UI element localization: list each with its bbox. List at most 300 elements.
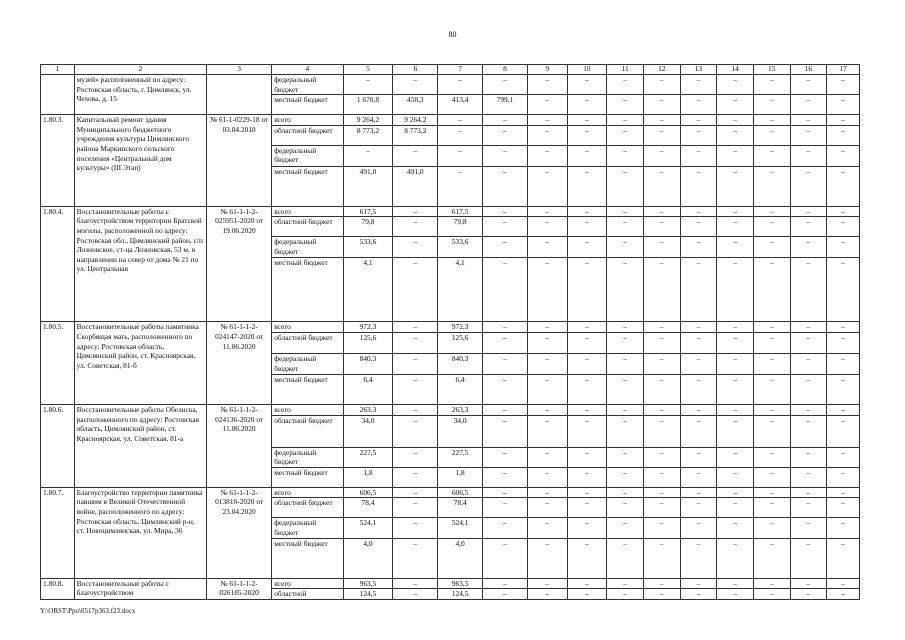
value-cell: – xyxy=(393,258,438,322)
value-cell: 1 670,8 xyxy=(343,95,393,115)
value-cell: – xyxy=(607,258,644,322)
value-cell: – xyxy=(643,115,680,126)
value-cell: – xyxy=(717,115,754,126)
value-cell: – xyxy=(717,353,754,374)
value-cell: – xyxy=(393,404,438,415)
value-cell: – xyxy=(753,415,790,447)
value-cell: – xyxy=(527,538,567,578)
value-cell: – xyxy=(790,206,827,217)
column-header: 1 xyxy=(41,65,75,75)
value-cell: 78,4 xyxy=(438,498,483,518)
value-cell: – xyxy=(643,487,680,498)
object-name-cell: музей» расположенный по адресу: Ростовская область, г. Цимлянск, ул. Чехова, д. 15 xyxy=(74,75,206,115)
funding-source-cell: областной бюджет xyxy=(272,498,343,518)
document-cell: № 61-1-1-2-025951-2020 от 19.06.2020 xyxy=(207,206,272,322)
value-cell: – xyxy=(753,145,790,166)
value-cell: – xyxy=(680,498,717,518)
value-cell: – xyxy=(483,447,528,467)
value-cell: – xyxy=(753,447,790,467)
value-cell: – xyxy=(680,447,717,467)
value-cell: 1,8 xyxy=(343,467,393,487)
value-cell: – xyxy=(680,467,717,487)
value-cell: 8 773,2 xyxy=(393,125,438,145)
value-cell: – xyxy=(607,589,644,600)
value-cell: 4,1 xyxy=(438,258,483,322)
value-cell: – xyxy=(790,518,827,538)
funding-source-cell: всего xyxy=(272,206,343,217)
value-cell: – xyxy=(643,145,680,166)
value-cell: 4,0 xyxy=(343,538,393,578)
value-cell: – xyxy=(753,322,790,333)
value-cell: – xyxy=(827,322,860,333)
value-cell: – xyxy=(607,166,644,206)
value-cell: – xyxy=(527,237,567,258)
value-cell: – xyxy=(567,206,607,217)
value-cell: – xyxy=(827,145,860,166)
value-cell: – xyxy=(680,374,717,404)
value-cell: 840,3 xyxy=(343,353,393,374)
object-name-cell: Капитальный ремонт здания Муниципального бюджетного учреждения культуры Цимлянского района Маркинского сельского поселения «Центральный дом культуры» (III Этап) xyxy=(74,115,206,207)
value-cell: – xyxy=(753,166,790,206)
value-cell: – xyxy=(483,487,528,498)
value-cell: 458,3 xyxy=(393,95,438,115)
value-cell: – xyxy=(527,206,567,217)
value-cell: – xyxy=(827,415,860,447)
value-cell: 124,5 xyxy=(343,589,393,600)
value-cell: – xyxy=(827,404,860,415)
value-cell: – xyxy=(680,75,717,95)
value-cell: – xyxy=(827,237,860,258)
code-cell: 1.80.6. xyxy=(41,404,75,487)
value-cell: – xyxy=(567,415,607,447)
value-cell: – xyxy=(753,404,790,415)
value-cell: – xyxy=(527,518,567,538)
value-cell: – xyxy=(827,206,860,217)
value-cell: – xyxy=(527,589,567,600)
value-cell: – xyxy=(717,322,754,333)
value-cell: – xyxy=(753,125,790,145)
value-cell: – xyxy=(438,125,483,145)
value-cell: – xyxy=(527,166,567,206)
value-cell: – xyxy=(567,145,607,166)
value-cell: – xyxy=(643,75,680,95)
value-cell: – xyxy=(483,332,528,353)
value-cell: – xyxy=(567,447,607,467)
value-cell: – xyxy=(607,237,644,258)
value-cell: – xyxy=(827,125,860,145)
value-cell: – xyxy=(483,467,528,487)
document-cell: № 61-1-1-2-013810-2020 от 23.04.2020 xyxy=(207,487,272,578)
value-cell: 617,5 xyxy=(438,206,483,217)
value-cell: – xyxy=(827,95,860,115)
table-row xyxy=(41,75,860,95)
value-cell: – xyxy=(393,75,438,95)
value-cell: – xyxy=(680,166,717,206)
value-cell: – xyxy=(393,145,438,166)
value-cell: – xyxy=(790,322,827,333)
value-cell: – xyxy=(643,322,680,333)
value-cell: – xyxy=(680,487,717,498)
value-cell: – xyxy=(790,374,827,404)
value-cell: – xyxy=(680,125,717,145)
value-cell: – xyxy=(753,467,790,487)
value-cell: – xyxy=(393,467,438,487)
value-cell: – xyxy=(567,404,607,415)
column-header: 9 xyxy=(527,65,567,75)
value-cell: – xyxy=(643,415,680,447)
value-cell: – xyxy=(717,487,754,498)
budget-table xyxy=(40,64,860,600)
value-cell: 413,4 xyxy=(438,95,483,115)
document-cell: № 61-1-1-2-024136-2020 от 11.06.2020 xyxy=(207,404,272,487)
funding-source-cell: федеральный бюджет xyxy=(272,75,343,95)
value-cell: – xyxy=(607,498,644,518)
value-cell: – xyxy=(717,95,754,115)
column-header: 8 xyxy=(483,65,528,75)
funding-source-cell: местный бюджет xyxy=(272,258,343,322)
value-cell: – xyxy=(827,353,860,374)
value-cell: – xyxy=(790,95,827,115)
value-cell: – xyxy=(790,75,827,95)
value-cell: 263,3 xyxy=(438,404,483,415)
value-cell: – xyxy=(827,578,860,589)
value-cell: – xyxy=(753,498,790,518)
value-cell: – xyxy=(790,237,827,258)
value-cell: – xyxy=(607,374,644,404)
value-cell: – xyxy=(393,589,438,600)
value-cell: – xyxy=(483,538,528,578)
value-cell: – xyxy=(827,374,860,404)
value-cell: – xyxy=(643,95,680,115)
table-row xyxy=(41,115,860,126)
document-cell xyxy=(207,75,272,115)
value-cell: – xyxy=(827,538,860,578)
value-cell: – xyxy=(567,487,607,498)
value-cell: – xyxy=(643,166,680,206)
value-cell: – xyxy=(567,258,607,322)
value-cell: – xyxy=(643,206,680,217)
column-header: 16 xyxy=(790,65,827,75)
value-cell: – xyxy=(717,75,754,95)
column-header: 11 xyxy=(607,65,644,75)
value-cell: – xyxy=(567,467,607,487)
value-cell: – xyxy=(717,206,754,217)
funding-source-cell: всего xyxy=(272,487,343,498)
value-cell: – xyxy=(790,467,827,487)
value-cell: – xyxy=(607,95,644,115)
value-cell: – xyxy=(790,258,827,322)
value-cell: – xyxy=(567,125,607,145)
value-cell: – xyxy=(680,145,717,166)
value-cell: – xyxy=(438,145,483,166)
value-cell: – xyxy=(790,115,827,126)
value-cell: – xyxy=(567,166,607,206)
value-cell: – xyxy=(790,578,827,589)
value-cell: – xyxy=(607,332,644,353)
value-cell: – xyxy=(607,467,644,487)
value-cell: – xyxy=(607,538,644,578)
object-name-cell: Восстановительные работы памятника Скорбящая мать, расположенного по адресу: Ростовская область, Цимлянский район, ст. Красноярская, ул. Советская, 81-б xyxy=(74,322,206,405)
document-cell: № 61-1-1-2-024147-2020 от 11.06.2020 xyxy=(207,322,272,405)
value-cell: – xyxy=(753,353,790,374)
value-cell: 533,6 xyxy=(438,237,483,258)
table-row xyxy=(41,206,860,217)
object-name-cell: Восстановительные работы Обелиска, расположенного по адресу: Ростовская область, Цимлянский район, ст. Красноярская, ул. Советская, 81-а xyxy=(74,404,206,487)
value-cell: – xyxy=(567,374,607,404)
value-cell: 6,4 xyxy=(343,374,393,404)
value-cell: – xyxy=(643,467,680,487)
code-cell: 1.80.4. xyxy=(41,206,75,322)
value-cell: – xyxy=(393,518,438,538)
table-row xyxy=(41,322,860,333)
value-cell: – xyxy=(483,518,528,538)
value-cell: – xyxy=(527,258,567,322)
value-cell: – xyxy=(567,322,607,333)
value-cell: – xyxy=(567,538,607,578)
value-cell: 606,5 xyxy=(343,487,393,498)
value-cell: – xyxy=(483,237,528,258)
value-cell: – xyxy=(790,145,827,166)
value-cell: 8 773,2 xyxy=(343,125,393,145)
value-cell: – xyxy=(567,237,607,258)
value-cell: – xyxy=(483,115,528,126)
header-row xyxy=(41,65,860,75)
value-cell: – xyxy=(393,374,438,404)
value-cell: – xyxy=(483,166,528,206)
value-cell: – xyxy=(790,487,827,498)
value-cell: – xyxy=(607,75,644,95)
value-cell: 799,1 xyxy=(483,95,528,115)
value-cell: 9 264,2 xyxy=(343,115,393,126)
code-cell: 1.80.7. xyxy=(41,487,75,578)
value-cell: – xyxy=(483,578,528,589)
funding-source-cell: всего xyxy=(272,322,343,333)
value-cell: – xyxy=(607,578,644,589)
value-cell: – xyxy=(527,447,567,467)
value-cell: – xyxy=(717,374,754,404)
value-cell: – xyxy=(753,258,790,322)
funding-source-cell: федеральный бюджет xyxy=(272,353,343,374)
value-cell: – xyxy=(753,115,790,126)
table-body xyxy=(41,75,860,600)
value-cell: – xyxy=(717,166,754,206)
value-cell: – xyxy=(753,206,790,217)
value-cell: – xyxy=(483,322,528,333)
value-cell: 524,1 xyxy=(438,518,483,538)
value-cell: – xyxy=(753,217,790,237)
value-cell: – xyxy=(393,498,438,518)
funding-source-cell: областной бюджет xyxy=(272,332,343,353)
column-header: 15 xyxy=(753,65,790,75)
value-cell: – xyxy=(753,237,790,258)
value-cell: – xyxy=(717,415,754,447)
value-cell: – xyxy=(790,125,827,145)
object-name-cell: Восстановительные работы с благоустройством территории Братской могилы, расположенной по адресу: Ростовская обл., Цимлянский район, с/п Лозновское, ст-ца Лозновская, 53 м. в направлении на север от дома № 21 по ул. Центральная xyxy=(74,206,206,322)
funding-source-cell: всего xyxy=(272,404,343,415)
value-cell: – xyxy=(527,498,567,518)
value-cell: – xyxy=(483,258,528,322)
value-cell: – xyxy=(827,332,860,353)
value-cell: – xyxy=(717,404,754,415)
value-cell: – xyxy=(567,518,607,538)
value-cell: – xyxy=(643,332,680,353)
value-cell: – xyxy=(790,404,827,415)
value-cell: – xyxy=(567,217,607,237)
funding-source-cell: федеральный бюджет xyxy=(272,447,343,467)
funding-source-cell: федеральный бюджет xyxy=(272,145,343,166)
column-header: 17 xyxy=(827,65,860,75)
value-cell: – xyxy=(567,589,607,600)
column-header: 4 xyxy=(272,65,343,75)
value-cell: – xyxy=(607,353,644,374)
value-cell: – xyxy=(680,115,717,126)
value-cell: 840,3 xyxy=(438,353,483,374)
value-cell: – xyxy=(790,332,827,353)
value-cell: – xyxy=(643,374,680,404)
value-cell: – xyxy=(717,125,754,145)
value-cell: – xyxy=(643,538,680,578)
funding-source-cell: федеральный бюджет xyxy=(272,237,343,258)
value-cell: 9 264,2 xyxy=(393,115,438,126)
value-cell: – xyxy=(483,75,528,95)
column-header: 12 xyxy=(643,65,680,75)
value-cell: – xyxy=(753,578,790,589)
value-cell: 34,0 xyxy=(438,415,483,447)
value-cell: – xyxy=(607,145,644,166)
value-cell: – xyxy=(643,125,680,145)
column-header: 13 xyxy=(680,65,717,75)
value-cell: – xyxy=(717,589,754,600)
value-cell: – xyxy=(527,353,567,374)
value-cell: – xyxy=(483,145,528,166)
value-cell: – xyxy=(393,487,438,498)
value-cell: – xyxy=(643,518,680,538)
value-cell: – xyxy=(607,404,644,415)
value-cell: – xyxy=(680,578,717,589)
value-cell: – xyxy=(753,374,790,404)
value-cell: – xyxy=(393,353,438,374)
value-cell: 263,3 xyxy=(343,404,393,415)
value-cell: – xyxy=(717,145,754,166)
value-cell: – xyxy=(827,75,860,95)
value-cell: – xyxy=(607,217,644,237)
value-cell: – xyxy=(790,217,827,237)
value-cell: 125,6 xyxy=(343,332,393,353)
value-cell: – xyxy=(790,589,827,600)
value-cell: – xyxy=(753,518,790,538)
value-cell: – xyxy=(717,538,754,578)
value-cell: – xyxy=(717,578,754,589)
value-cell: – xyxy=(680,415,717,447)
funding-source-cell: областной xyxy=(272,589,343,600)
column-header: 6 xyxy=(393,65,438,75)
value-cell: – xyxy=(393,415,438,447)
value-cell: – xyxy=(680,404,717,415)
value-cell: – xyxy=(607,447,644,467)
funding-source-cell: всего xyxy=(272,578,343,589)
code-cell: 1.80.3. xyxy=(41,115,75,207)
value-cell: – xyxy=(567,498,607,518)
value-cell: – xyxy=(790,415,827,447)
value-cell: – xyxy=(680,237,717,258)
value-cell: – xyxy=(527,322,567,333)
value-cell: 227,5 xyxy=(438,447,483,467)
value-cell: – xyxy=(827,498,860,518)
value-cell: – xyxy=(827,217,860,237)
value-cell: – xyxy=(827,467,860,487)
value-cell: – xyxy=(393,578,438,589)
column-header: 5 xyxy=(343,65,393,75)
object-name-cell: Восстановительные работы с благоустройством xyxy=(74,578,206,599)
value-cell: – xyxy=(483,498,528,518)
value-cell: – xyxy=(643,258,680,322)
value-cell: 4,0 xyxy=(438,538,483,578)
value-cell: – xyxy=(527,578,567,589)
value-cell: – xyxy=(643,237,680,258)
value-cell: – xyxy=(643,447,680,467)
value-cell: – xyxy=(527,374,567,404)
value-cell: – xyxy=(567,95,607,115)
value-cell: 617,5 xyxy=(343,206,393,217)
value-cell: – xyxy=(483,415,528,447)
value-cell: – xyxy=(567,75,607,95)
document-cell: № 61-1-0229-18 от 03.04.2018 xyxy=(207,115,272,207)
value-cell: – xyxy=(790,353,827,374)
value-cell: – xyxy=(643,498,680,518)
document-cell: № 61-1-1-2-026185-2020 xyxy=(207,578,272,599)
value-cell: – xyxy=(527,404,567,415)
value-cell: – xyxy=(680,353,717,374)
value-cell: – xyxy=(680,258,717,322)
column-header: 10 xyxy=(567,65,607,75)
value-cell: – xyxy=(527,332,567,353)
value-cell: 34,0 xyxy=(343,415,393,447)
value-cell: – xyxy=(717,332,754,353)
table-row xyxy=(41,487,860,498)
value-cell: – xyxy=(483,374,528,404)
value-cell: 972,3 xyxy=(343,322,393,333)
value-cell: – xyxy=(680,538,717,578)
value-cell: – xyxy=(607,125,644,145)
value-cell: – xyxy=(607,415,644,447)
code-cell: 1.80.8. xyxy=(41,578,75,599)
value-cell: – xyxy=(680,322,717,333)
value-cell: – xyxy=(753,487,790,498)
value-cell: – xyxy=(393,237,438,258)
value-cell: 4,1 xyxy=(343,258,393,322)
funding-source-cell: местный бюджет xyxy=(272,95,343,115)
value-cell: – xyxy=(790,166,827,206)
value-cell: 125,6 xyxy=(438,332,483,353)
funding-source-cell: местный бюджет xyxy=(272,374,343,404)
page-number: 80 xyxy=(448,30,457,39)
value-cell: – xyxy=(438,115,483,126)
table-row xyxy=(41,404,860,415)
value-cell: – xyxy=(607,322,644,333)
value-cell: – xyxy=(790,538,827,578)
value-cell: – xyxy=(567,115,607,126)
funding-source-cell: местный бюджет xyxy=(272,538,343,578)
value-cell: – xyxy=(393,322,438,333)
value-cell: 524,1 xyxy=(343,518,393,538)
value-cell: – xyxy=(343,145,393,166)
value-cell: – xyxy=(393,217,438,237)
value-cell: – xyxy=(483,217,528,237)
value-cell: – xyxy=(527,145,567,166)
value-cell: – xyxy=(717,447,754,467)
funding-source-cell: местный бюджет xyxy=(272,166,343,206)
value-cell: 227,5 xyxy=(343,447,393,467)
